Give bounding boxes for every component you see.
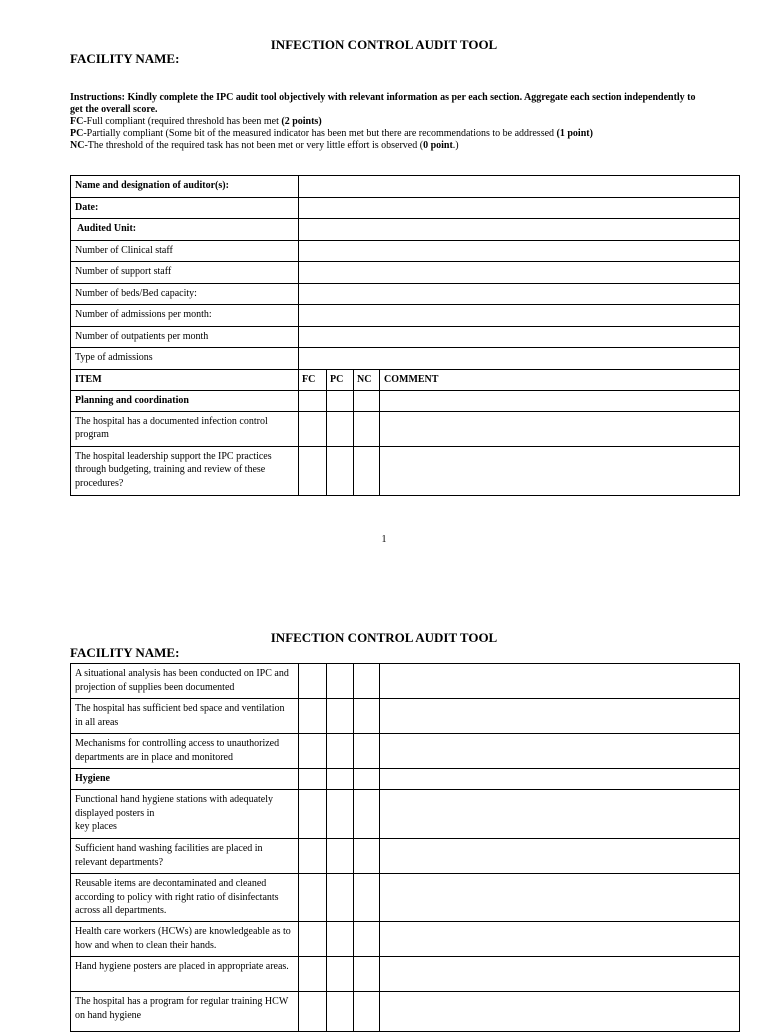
pc-cell[interactable] — [327, 922, 354, 957]
comment-cell[interactable] — [380, 734, 740, 769]
page-title: INFECTION CONTROL AUDIT TOOL — [270, 630, 498, 645]
pc-points: (1 point) — [556, 128, 593, 139]
comment-cell[interactable] — [380, 446, 740, 495]
fc-cell[interactable] — [299, 769, 327, 790]
pc-cell[interactable] — [327, 790, 354, 839]
section-planning: Planning and coordination — [71, 390, 299, 411]
comment-cell[interactable] — [380, 874, 740, 922]
item-text: Hand hygiene posters are placed in appropriate areas. — [71, 957, 299, 992]
pc-cell[interactable] — [327, 839, 354, 874]
fc-cell[interactable] — [299, 790, 327, 839]
info-label: Number of outpatients per month — [71, 326, 299, 348]
nc-cell[interactable] — [354, 734, 380, 769]
nc-cell[interactable] — [354, 446, 380, 495]
nc-cell[interactable] — [354, 769, 380, 790]
table-row — [71, 957, 740, 992]
info-value-field[interactable] — [299, 348, 740, 370]
nc-cell[interactable] — [354, 411, 380, 446]
nc-cell[interactable] — [354, 922, 380, 957]
nc-cell[interactable] — [354, 874, 380, 922]
pc-cell[interactable] — [327, 734, 354, 769]
facility-name-label: FACILITY NAME: — [70, 51, 180, 66]
fc-cell[interactable] — [299, 874, 327, 922]
audit-table-page2 — [70, 663, 740, 1032]
info-label: Name and designation of auditor(s): — [71, 176, 299, 198]
column-comment: COMMENT — [380, 369, 740, 390]
item-text: The hospital has a program for regular training HCW on hand hygiene — [71, 992, 299, 1032]
page-number: 1 — [381, 534, 387, 545]
item-text: The hospital has a documented infection control program — [71, 411, 299, 446]
nc-text: -The threshold of the required task has not been met or very little effort is observed ( — [84, 140, 424, 151]
item-text: The hospital leadership support the IPC practices through budgeting, training and review of these procedures? — [71, 446, 299, 495]
nc-end: .) — [452, 140, 459, 151]
info-value-field[interactable] — [299, 219, 740, 241]
fc-points: (2 points) — [281, 116, 322, 127]
item-text: The hospital has sufficient bed space and ventilation in all areas — [71, 699, 299, 734]
table-row — [71, 664, 740, 699]
nc-cell[interactable] — [354, 957, 380, 992]
table-row — [71, 790, 740, 839]
fc-cell[interactable] — [299, 839, 327, 874]
pc-cell[interactable] — [327, 699, 354, 734]
info-row — [71, 262, 740, 284]
table-row — [71, 992, 740, 1032]
table-row — [71, 839, 740, 874]
pc-text: -Partially compliant (Some bit of the measured indicator has been met but there are recommendations to be addressed — [83, 128, 557, 139]
comment-cell[interactable] — [380, 922, 740, 957]
comment-cell[interactable] — [380, 411, 740, 446]
info-row — [71, 283, 740, 305]
info-label: Audited Unit: — [71, 219, 299, 241]
info-value-field[interactable] — [299, 240, 740, 262]
nc-cell[interactable] — [354, 790, 380, 839]
info-row — [71, 240, 740, 262]
info-value-field[interactable] — [299, 197, 740, 219]
pc-cell[interactable] — [327, 390, 354, 411]
info-row — [71, 197, 740, 219]
section-row — [71, 390, 740, 411]
fc-cell[interactable] — [299, 922, 327, 957]
section-row — [71, 769, 740, 790]
table-row — [71, 446, 740, 495]
pc-cell[interactable] — [327, 446, 354, 495]
fc-cell[interactable] — [299, 699, 327, 734]
instructions-block — [70, 92, 710, 152]
table-row — [71, 922, 740, 957]
pc-cell[interactable] — [327, 411, 354, 446]
info-label: Date: — [71, 197, 299, 219]
table-row — [71, 411, 740, 446]
info-label: Number of admissions per month: — [71, 305, 299, 327]
info-label: Number of support staff — [71, 262, 299, 284]
comment-cell[interactable] — [380, 790, 740, 839]
section-hygiene: Hygiene — [71, 769, 299, 790]
info-row — [71, 176, 740, 198]
comment-cell[interactable] — [380, 839, 740, 874]
item-text: Mechanisms for controlling access to unauthorized departments are in place and monitored — [71, 734, 299, 769]
pc-cell[interactable] — [327, 874, 354, 922]
table-row — [71, 699, 740, 734]
fc-cell[interactable] — [299, 734, 327, 769]
info-label: Type of admissions — [71, 348, 299, 370]
audit-table-page1 — [70, 175, 740, 496]
comment-cell[interactable] — [380, 957, 740, 992]
pc-cell[interactable] — [327, 769, 354, 790]
pc-cell[interactable] — [327, 957, 354, 992]
fc-text: -Full compliant (required threshold has been met — [83, 116, 282, 127]
comment-cell[interactable] — [380, 769, 740, 790]
fc-cell[interactable] — [299, 411, 327, 446]
nc-cell[interactable] — [354, 992, 380, 1032]
table-row — [71, 734, 740, 769]
pc-cell[interactable] — [327, 992, 354, 1032]
column-nc: NC — [354, 369, 380, 390]
info-value-field[interactable] — [299, 283, 740, 305]
fc-cell[interactable] — [299, 390, 327, 411]
page-title: INFECTION CONTROL AUDIT TOOL — [270, 37, 498, 52]
info-value-field[interactable] — [299, 262, 740, 284]
nc-cell[interactable] — [354, 664, 380, 699]
item-text: Sufficient hand washing facilities are placed in relevant departments? — [71, 839, 299, 874]
instructions-intro: Instructions: Kindly complete the IPC audit tool objectively with relevant information as per each section. Aggregate each section independently to get the overall score. — [70, 92, 696, 115]
info-value-field[interactable] — [299, 305, 740, 327]
column-header-row — [71, 369, 740, 390]
pc-code: PC — [70, 128, 84, 139]
nc-cell[interactable] — [354, 390, 380, 411]
table-row — [71, 874, 740, 922]
nc-points: 0 point — [423, 140, 453, 151]
fc-cell[interactable] — [299, 664, 327, 699]
fc-cell[interactable] — [299, 992, 327, 1032]
info-row — [71, 219, 740, 241]
info-row — [71, 348, 740, 370]
info-label: Number of Clinical staff — [71, 240, 299, 262]
column-item: ITEM — [71, 369, 299, 390]
fc-cell[interactable] — [299, 446, 327, 495]
pc-cell[interactable] — [327, 664, 354, 699]
comment-cell[interactable] — [380, 664, 740, 699]
info-value-field[interactable] — [299, 326, 740, 348]
nc-cell[interactable] — [354, 839, 380, 874]
item-text: A situational analysis has been conducted on IPC and projection of supplies been documented — [71, 664, 299, 699]
column-fc: FC — [299, 369, 327, 390]
nc-code: NC — [70, 140, 85, 151]
item-text: Health care workers (HCWs) are knowledgeable as to how and when to clean their hands. — [71, 922, 299, 957]
info-label: Number of beds/Bed capacity: — [71, 283, 299, 305]
item-text: Reusable items are decontaminated and cleaned according to policy with right ratio of disinfectants across all departments. — [71, 874, 299, 922]
info-row — [71, 305, 740, 327]
info-value-field[interactable] — [299, 176, 740, 198]
comment-cell[interactable] — [380, 699, 740, 734]
item-text: Functional hand hygiene stations with adequately displayed posters in key places — [71, 790, 299, 839]
comment-cell[interactable] — [380, 992, 740, 1032]
fc-code: FC — [70, 116, 84, 127]
info-row — [71, 326, 740, 348]
column-pc: PC — [327, 369, 354, 390]
comment-cell[interactable] — [380, 390, 740, 411]
fc-cell[interactable] — [299, 957, 327, 992]
facility-name-label: FACILITY NAME: — [70, 645, 180, 660]
nc-cell[interactable] — [354, 699, 380, 734]
